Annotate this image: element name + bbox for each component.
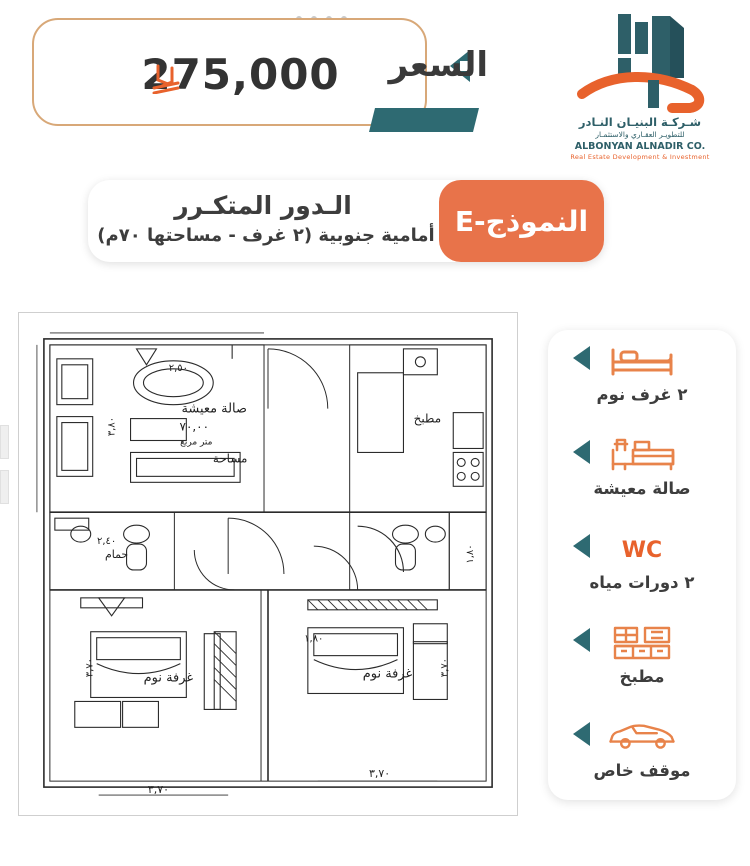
svg-text:٧٠,٠٠: ٧٠,٠٠ [179,419,210,434]
svg-text:متر مربع: متر مربع [180,437,213,448]
logo-arabic-name: شـركـة البنيـان النـادر [578,115,702,129]
svg-text:٢,٤٠: ٢,٤٠ [97,536,117,548]
feature-bedrooms[interactable] [548,330,736,424]
svg-text:٣,٧٠: ٣,٧٠ [147,783,169,797]
floor-subtitle: أمامية جنوبية (٢ غرف - مساحتها ٧٠م) [97,225,435,246]
svg-text:غرفة نوم: غرفة نوم [362,666,413,682]
saudi-riyal-icon [152,64,180,94]
svg-text:حمام: حمام [105,548,129,562]
model-title-bar [88,180,604,262]
price-pill [32,18,427,126]
floor-title: الـدور المتكـرر [174,191,352,220]
logo-english-sub: Real Estate Development & Investment [570,153,710,161]
svg-text:١,٨٠: ١,٨٠ [465,544,477,564]
bed-icon [605,338,679,382]
feature-label: صالة معيشة [593,479,691,498]
sofa-icon [605,432,679,476]
logo-arabic-sub: للتطويـر العقـاري والاستثمـار [595,130,685,139]
floor-plan [18,312,518,816]
logo-mark-icon [552,8,728,114]
kitchen-icon [605,620,679,664]
model-badge: النموذج-E [439,180,604,262]
svg-text:٣,٨٠: ٣,٨٠ [106,416,118,437]
price-value: 275,000 [141,49,340,99]
feature-label: موقف خاص [593,761,691,780]
wc-icon [605,526,679,570]
chevron-left-icon[interactable] [570,438,592,466]
svg-text:غرفة نوم: غرفة نوم [143,670,194,686]
svg-text:١,٨٠: ١,٨٠ [304,633,324,645]
svg-text:٣,٧٠: ٣,٧٠ [368,767,391,781]
feature-label: مطبخ [619,667,665,686]
left-edge-artifact [0,425,9,459]
features-panel [548,330,736,800]
feature-parking[interactable] [548,706,736,800]
svg-text:٢,٥٠: ٢,٥٠ [168,362,188,374]
svg-text:مطبخ: مطبخ [413,411,442,426]
svg-text:مساحة: مساحة [212,451,248,466]
car-icon [605,714,679,758]
floor-plan-drawing [19,313,517,815]
feature-label: ٢ دورات مياه [589,573,695,592]
logo-english-name: ALBONYAN ALNADIR CO. [574,141,706,152]
left-edge-artifact [0,470,9,504]
chevron-left-icon[interactable] [570,532,592,560]
chevron-left-icon[interactable] [570,626,592,654]
company-logo [552,8,728,168]
feature-kitchen[interactable] [548,612,736,706]
price-label: السعر [388,45,488,85]
chevron-left-icon[interactable] [570,720,592,748]
header [0,0,750,175]
svg-text:٣,٧٠: ٣,٧٠ [439,657,451,678]
svg-text:٣,٧٠: ٣,٧٠ [84,657,96,678]
teal-accent-bar [369,108,479,132]
feature-label: ٢ غرف نوم [596,385,688,404]
feature-bathrooms[interactable] [548,518,736,612]
svg-text:WC: WC [621,538,663,563]
svg-text:صالة معيشة: صالة معيشة [181,401,247,417]
feature-living-room[interactable] [548,424,736,518]
chevron-left-icon[interactable] [570,344,592,372]
